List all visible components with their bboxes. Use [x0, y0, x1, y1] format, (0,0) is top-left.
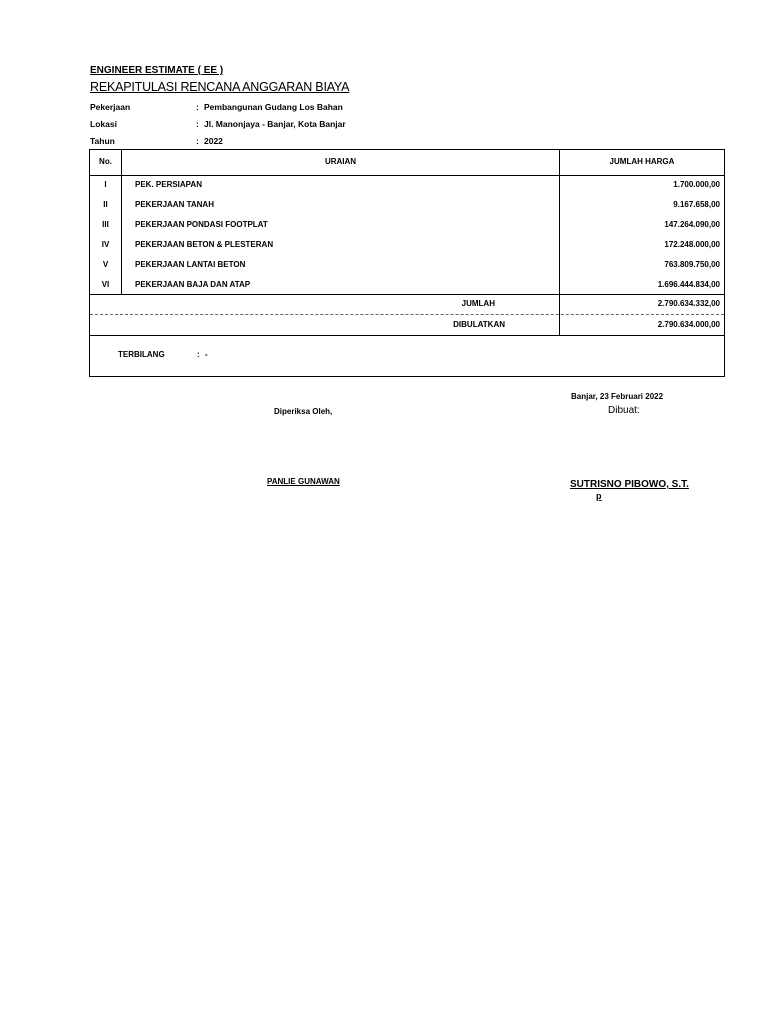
meta-row-lokasi: [90, 119, 490, 131]
meta-colon: :: [196, 136, 199, 146]
row-no: VI: [101, 280, 110, 289]
maker-name: SUTRISNO PIBOWO, S.T.: [570, 479, 689, 490]
row-uraian: PEKERJAAN TANAH: [135, 200, 214, 209]
maker-mark: p: [596, 491, 602, 501]
summary-table: [89, 149, 725, 377]
meta-colon: :: [196, 119, 199, 129]
meta-row-tahun: [90, 136, 490, 148]
dashed-divider: [90, 314, 724, 315]
meta-label: Pekerjaan: [90, 102, 131, 112]
meta-row-pekerjaan: [90, 102, 490, 114]
checked-by-label: Diperiksa Oleh,: [274, 407, 333, 416]
terbilang-label: TERBILANG: [118, 350, 165, 359]
meta-colon: :: [196, 102, 199, 112]
made-by-label: Dibuat:: [608, 405, 640, 416]
row-no: II: [103, 200, 108, 209]
row-uraian: PEKERJAAN PONDASI FOOTPLAT: [135, 220, 268, 229]
row-jumlah: 1.696.444.834,00: [657, 280, 720, 289]
meta-value: Pembangunan Gudang Los Bahan: [204, 102, 343, 112]
row-uraian: PEK. PERSIAPAN: [135, 180, 202, 189]
row-uraian: PEKERJAAN LANTAI BETON: [135, 260, 246, 269]
row-jumlah: 147.264.090,00: [664, 220, 720, 229]
terbilang-value: -: [205, 350, 208, 359]
jumlah-value: 2.790.634.332,00: [657, 299, 720, 308]
header-uraian: URAIAN: [324, 157, 357, 166]
row-uraian: PEKERJAAN BETON & PLESTERAN: [135, 240, 274, 249]
document-subtitle: REKAPITULASI RENCANA ANGGARAN BIAYA: [90, 80, 350, 94]
row-jumlah: 9.167.658,00: [673, 200, 720, 209]
meta-label: Lokasi: [90, 119, 117, 129]
jumlah-divider: [90, 294, 724, 295]
row-no: IV: [101, 240, 110, 249]
meta-label: Tahun: [90, 136, 115, 146]
document-title: ENGINEER ESTIMATE ( EE ): [90, 65, 224, 76]
header-no: No.: [99, 157, 112, 166]
place-date: Banjar, 23 Februari 2022: [571, 392, 664, 401]
row-no: III: [102, 220, 109, 229]
column-divider: [121, 150, 122, 294]
meta-value: 2022: [204, 136, 223, 146]
row-uraian: PEKERJAAN BAJA DAN ATAP: [135, 280, 251, 289]
meta-value: Jl. Manonjaya - Banjar, Kota Banjar: [204, 119, 346, 129]
row-no: I: [104, 180, 107, 189]
dibulatkan-label: DIBULATKAN: [453, 320, 505, 329]
checker-name: PANLIE GUNAWAN: [267, 477, 340, 486]
row-no: V: [102, 260, 109, 269]
terbilang-colon: :: [197, 350, 200, 359]
dibulatkan-value: 2.790.634.000,00: [657, 320, 720, 329]
jumlah-label: JUMLAH: [461, 299, 495, 308]
row-jumlah: 1.700.000,00: [673, 180, 720, 189]
row-jumlah: 172.248.000,00: [664, 240, 720, 249]
row-jumlah: 763.809.750,00: [664, 260, 720, 269]
dibulatkan-divider: [90, 335, 724, 336]
header-jumlah-harga: JUMLAH HARGA: [609, 157, 675, 166]
header-divider: [90, 175, 724, 176]
